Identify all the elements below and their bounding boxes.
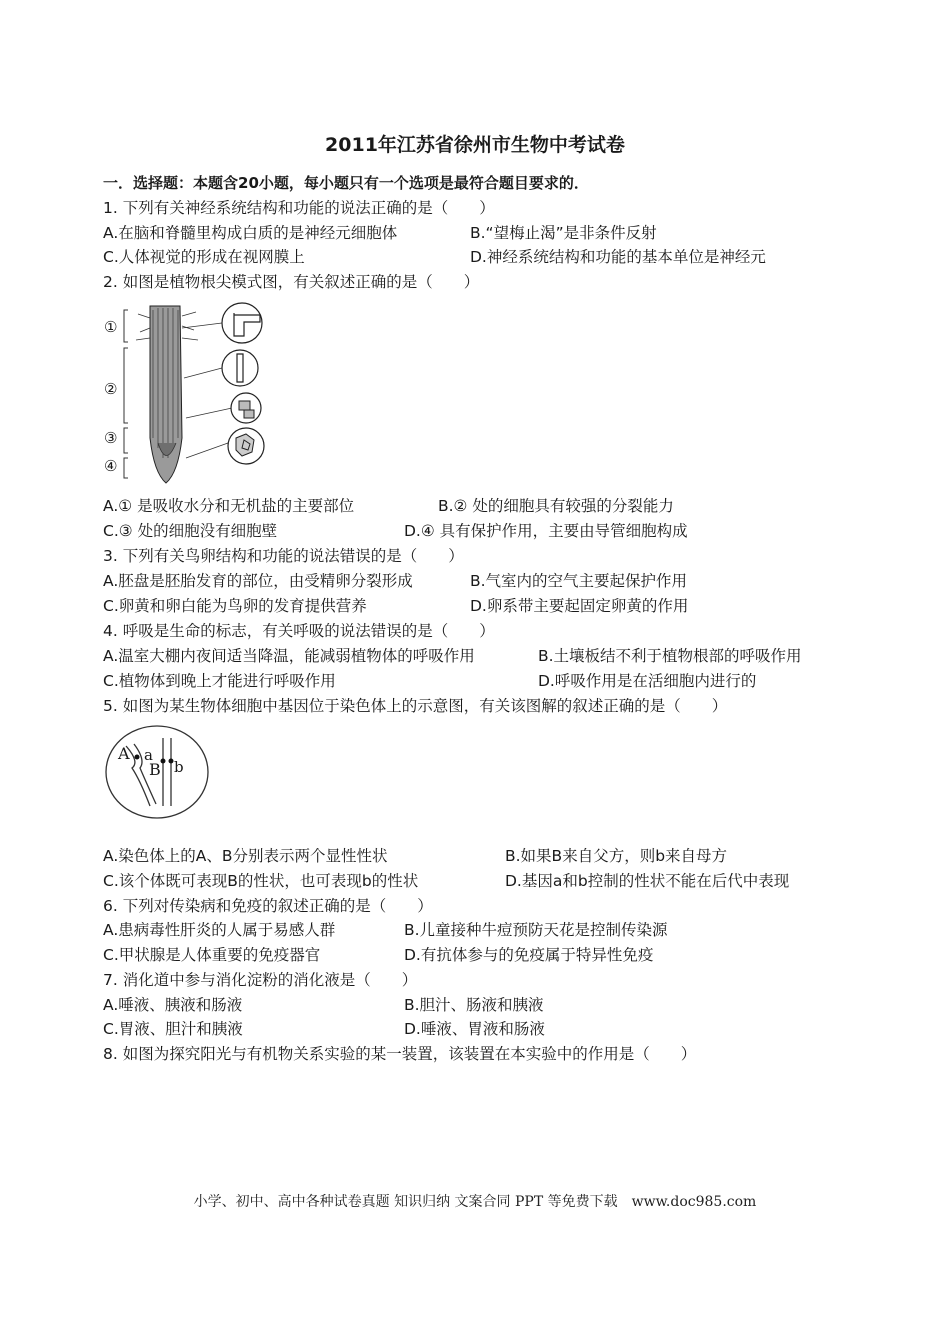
question-2-stem: 2. 如图是植物根尖模式图，有关叙述正确的是（ ） (103, 273, 480, 291)
q6-option-c: C.甲状腺是人体重要的免疫器官 (103, 946, 321, 964)
page-title: 2011年江苏省徐州市生物中考试卷 (325, 134, 625, 156)
q1-option-a: A.在脑和脊髓里构成白质的是神经元细胞体 (103, 224, 398, 242)
q1-option-b: B.“望梅止渴”是非条件反射 (470, 224, 657, 242)
question-7-stem: 7. 消化道中参与消化淀粉的消化液是（ ） (103, 971, 418, 989)
section-heading: 一．选择题：本题含20小题，每小题只有一个选项是最符合题目要求的． (103, 174, 589, 192)
q6-option-b: B.儿童接种牛痘预防天花是控制传染源 (404, 921, 668, 939)
root-label-4: ④ (104, 457, 118, 475)
q2-option-a: A.① 是吸收水分和无机盐的主要部位 (103, 497, 355, 515)
question-6-stem: 6. 下列对传染病和免疫的叙述正确的是（ ） (103, 897, 433, 915)
q5-option-a: A.染色体上的A、B分别表示两个显性性状 (103, 847, 388, 865)
q4-option-b: B.土壤板结不利于植物根部的呼吸作用 (538, 647, 802, 665)
q1-option-d: D.神经系统结构和功能的基本单位是神经元 (470, 248, 766, 266)
question-8-stem: 8. 如图为探究阳光与有机物关系实验的某一装置，该装置在本实验中的作用是（ ） (103, 1045, 697, 1063)
footer-text: 小学、初中、高中各种试卷真题 知识归纳 文案合同 PPT 等免费下载 www.doc985.com (193, 1194, 757, 1210)
q2-option-d: D.④ 具有保护作用，主要由导管细胞构成 (404, 522, 688, 540)
gene-label-b: b (174, 758, 184, 776)
q4-option-d: D.呼吸作用是在活细胞内进行的 (538, 672, 757, 690)
q6-option-d: D.有抗体参与的免疫属于特异性免疫 (404, 946, 654, 964)
q4-option-c: C.植物体到晚上才能进行呼吸作用 (103, 672, 336, 690)
q7-option-d: D.唾液、胃液和肠液 (404, 1020, 545, 1038)
gene-label-A: A (118, 744, 130, 763)
q3-option-d: D.卵系带主要起固定卵黄的作用 (470, 597, 689, 615)
q7-option-b: B.胆汁、肠液和胰液 (404, 996, 544, 1014)
q3-option-c: C.卵黄和卵白能为鸟卵的发育提供营养 (103, 597, 367, 615)
question-1-stem: 1. 下列有关神经系统结构和功能的说法正确的是（ ） (103, 199, 495, 217)
q3-option-a: A.胚盘是胚胎发育的部位，由受精卵分裂形成 (103, 572, 413, 590)
gene-label-a: a (144, 746, 153, 764)
question-5-stem: 5. 如图为某生物体细胞中基因位于染色体上的示意图，有关该图解的叙述正确的是（ ） (103, 697, 728, 715)
q7-option-a: A.唾液、胰液和肠液 (103, 996, 243, 1014)
q2-option-b: B.② 处的细胞具有较强的分裂能力 (438, 497, 674, 515)
q1-option-c: C.人体视觉的形成在视网膜上 (103, 248, 305, 266)
q5-option-c: C.该个体既可表现B的性状，也可表现b的性状 (103, 872, 419, 890)
root-label-1: ① (104, 318, 118, 336)
question-3-stem: 3. 下列有关鸟卵结构和功能的说法错误的是（ ） (103, 547, 464, 565)
q6-option-a: A.患病毒性肝炎的人属于易感人群 (103, 921, 336, 939)
q5-option-d: D.基因a和b控制的性状不能在后代中表现 (505, 872, 790, 890)
root-tip-figure (100, 298, 280, 488)
chromosome-figure (104, 724, 210, 820)
q2-option-c: C.③ 处的细胞没有细胞壁 (103, 522, 278, 540)
q3-option-b: B.气室内的空气主要起保护作用 (470, 572, 688, 590)
q7-option-c: C.胃液、胆汁和胰液 (103, 1020, 243, 1038)
gene-label-B: B (149, 760, 161, 779)
question-4-stem: 4. 呼吸是生命的标志，有关呼吸的说法错误的是（ ） (103, 622, 495, 640)
root-label-2: ② (104, 380, 118, 398)
q5-option-b: B.如果B来自父方，则b来自母方 (505, 847, 728, 865)
root-label-3: ③ (104, 429, 118, 447)
q4-option-a: A.温室大棚内夜间适当降温，能减弱植物体的呼吸作用 (103, 647, 475, 665)
